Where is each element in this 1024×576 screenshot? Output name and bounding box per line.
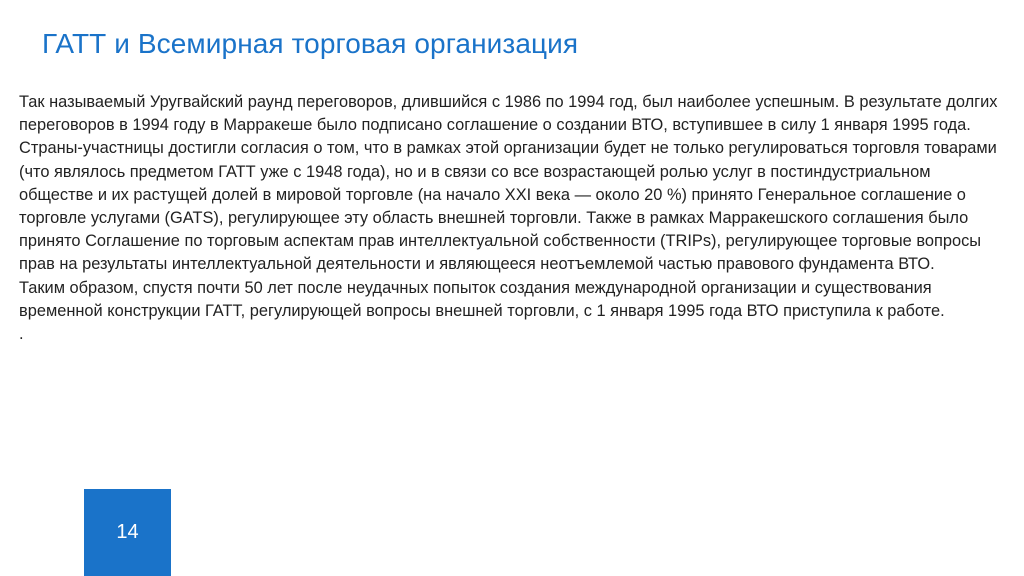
slide-body [19, 91, 1004, 346]
body-paragraph-1: Так называемый Уругвайский раунд переговоров, длившийся с 1986 по 1994 год, был наиболее успешным. В результате долгих переговоров в 1994 году в Марракеше было подписано соглашение о создании ВТО, вступившее в силу 1 января 1995 года. Страны-участницы достигли согласия о том, что в рамках этой организации будет не только регулироваться торговля товарами (что являлось предметом ГАТТ уже с 1948 года), но и в связи со все возрастающей ролью услуг в постиндустриальном обществе и их растущей долей в мировой торговле (на начало XXI века — около 20 %) принято Генеральное соглашение о торговле услугами (GATS), регулирующее эту область внешней торговли. Также в рамках Марракешского соглашения было принято Соглашение по торговым аспектам прав интеллектуальной собственности (TRIPs), регулирующее торговые вопросы прав на результаты интеллектуальной деятельности и являющееся неотъемлемой частью правового фундамента ВТО. [19, 93, 998, 274]
page-number-badge [84, 489, 171, 576]
slide-title: ГАТТ и Всемирная торговая организация [42, 28, 579, 59]
body-paragraph-3: . [19, 325, 24, 344]
body-paragraph-2: Таким образом, спустя почти 50 лет после неудачных попыток создания международной организации и существования временной конструкции ГАТТ, регулирующей вопросы внешней торговли, с 1 января 1995 года ВТО приступила к работе. [19, 278, 945, 320]
page-number: 14 [116, 521, 139, 543]
